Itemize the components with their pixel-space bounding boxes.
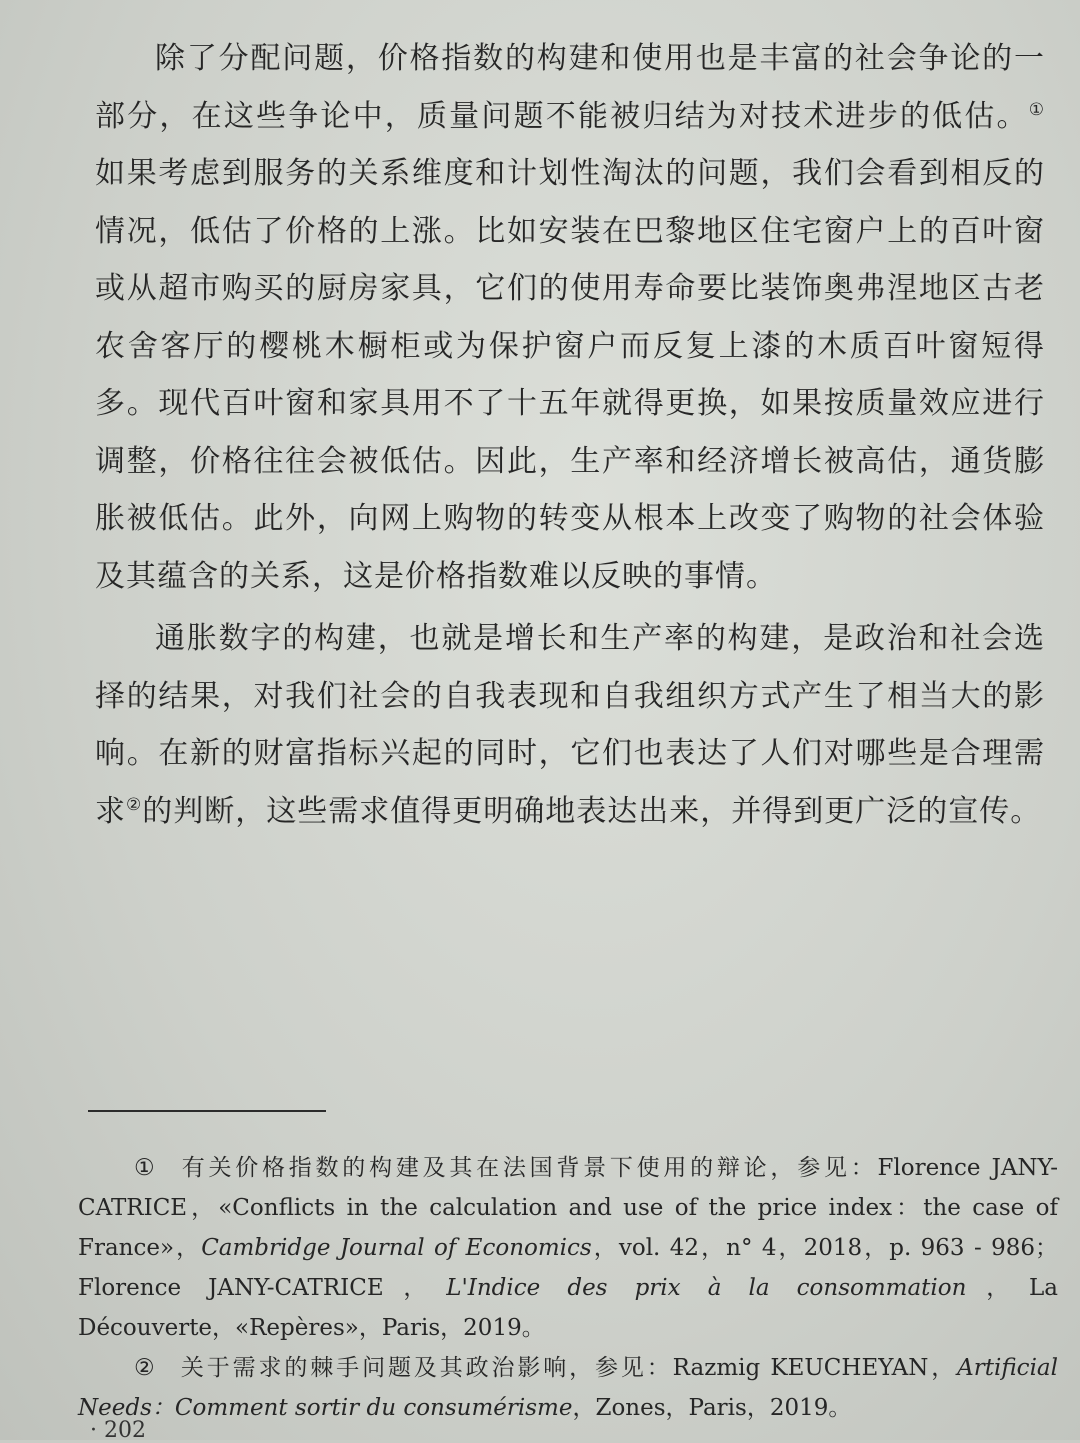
paragraph-2-text-b: 的判断，这些需求值得更明确地表达出来，并得到更广泛的宣传。 <box>142 793 1042 829</box>
footnote-2 <box>78 1348 1058 1428</box>
footnote-2-mark: ② <box>134 1355 155 1381</box>
main-text <box>95 30 1045 840</box>
paragraph-1-text-a: 除了分配问题，价格指数的构建和使用也是丰富的社会争论的一部分，在这些争论中，质量问题不能被归结为对技术进步的低估。 <box>95 41 1045 134</box>
footnote-1-mark: ① <box>134 1155 155 1181</box>
paragraph-1 <box>95 30 1045 605</box>
footnote-ref-2[interactable]: ② <box>126 794 143 815</box>
footnote-1-text-a: 有关价格指数的构建及其在法国背景下使用的辩论，参见：Florence JANY-CATRICE，«Conflicts in the calculation and use of the price index：the case of France»， <box>78 1155 1058 1261</box>
paragraph-2-text-a: 通胀数字的构建，也就是增长和生产率的构建，是政治和社会选择的结果，对我们社会的自我表现和自我组织方式产生了相当大的影响。在新的财富指标兴起的同时，它们也表达了人们对哪些是合理需求 <box>95 621 1045 829</box>
footnote-1-book-title: L'Indice des prix à la consommation <box>446 1275 967 1301</box>
footnote-2-text-b: ，Zones，Paris，2019。 <box>572 1395 852 1421</box>
footnote-ref-1[interactable]: ① <box>1028 99 1045 120</box>
footnote-separator <box>88 1110 326 1112</box>
footnote-1-text-b: ，vol. 42，n° 4，2018，p. 963 - 986；Florence JANY-CATRICE， <box>78 1235 1058 1301</box>
footnote-2-text-a: 关于需求的棘手问题及其政治影响，参见：Razmig KEUCHEYAN， <box>178 1355 958 1381</box>
page-number: · 202 <box>90 1418 146 1443</box>
paragraph-1-text-b: 如果考虑到服务的关系维度和计划性淘汰的问题，我们会看到相反的情况，低估了价格的上涨。比如安装在巴黎地区住宅窗户上的百叶窗或从超市购买的厨房家具，它们的使用寿命要比装饰奥弗涅地区古老农舍客厅的樱桃木橱柜或为保护窗户而反复上漆的木质百叶窗短得多。现代百叶窗和家具用不了十五年就得更换，如果按质量效应进行调整，价格往往会被低估。因此，生产率和经济增长被高估，通货膨胀被低估。此外，向网上购物的转变从根本上改变了购物的社会体验及其蕴含的关系，这是价格指数难以反映的事情。 <box>95 156 1045 594</box>
footnotes <box>78 1148 1058 1428</box>
footnote-1-journal: Cambridge Journal of Economics <box>201 1235 592 1261</box>
paragraph-2 <box>95 610 1045 840</box>
footnote-2-book-title: Artificial Needs：Comment sortir du consumérisme <box>78 1355 1058 1421</box>
footnote-1 <box>78 1148 1058 1348</box>
footnote-1-text-c: ，La Découverte，«Repères»，Paris，2019。 <box>78 1275 1058 1341</box>
